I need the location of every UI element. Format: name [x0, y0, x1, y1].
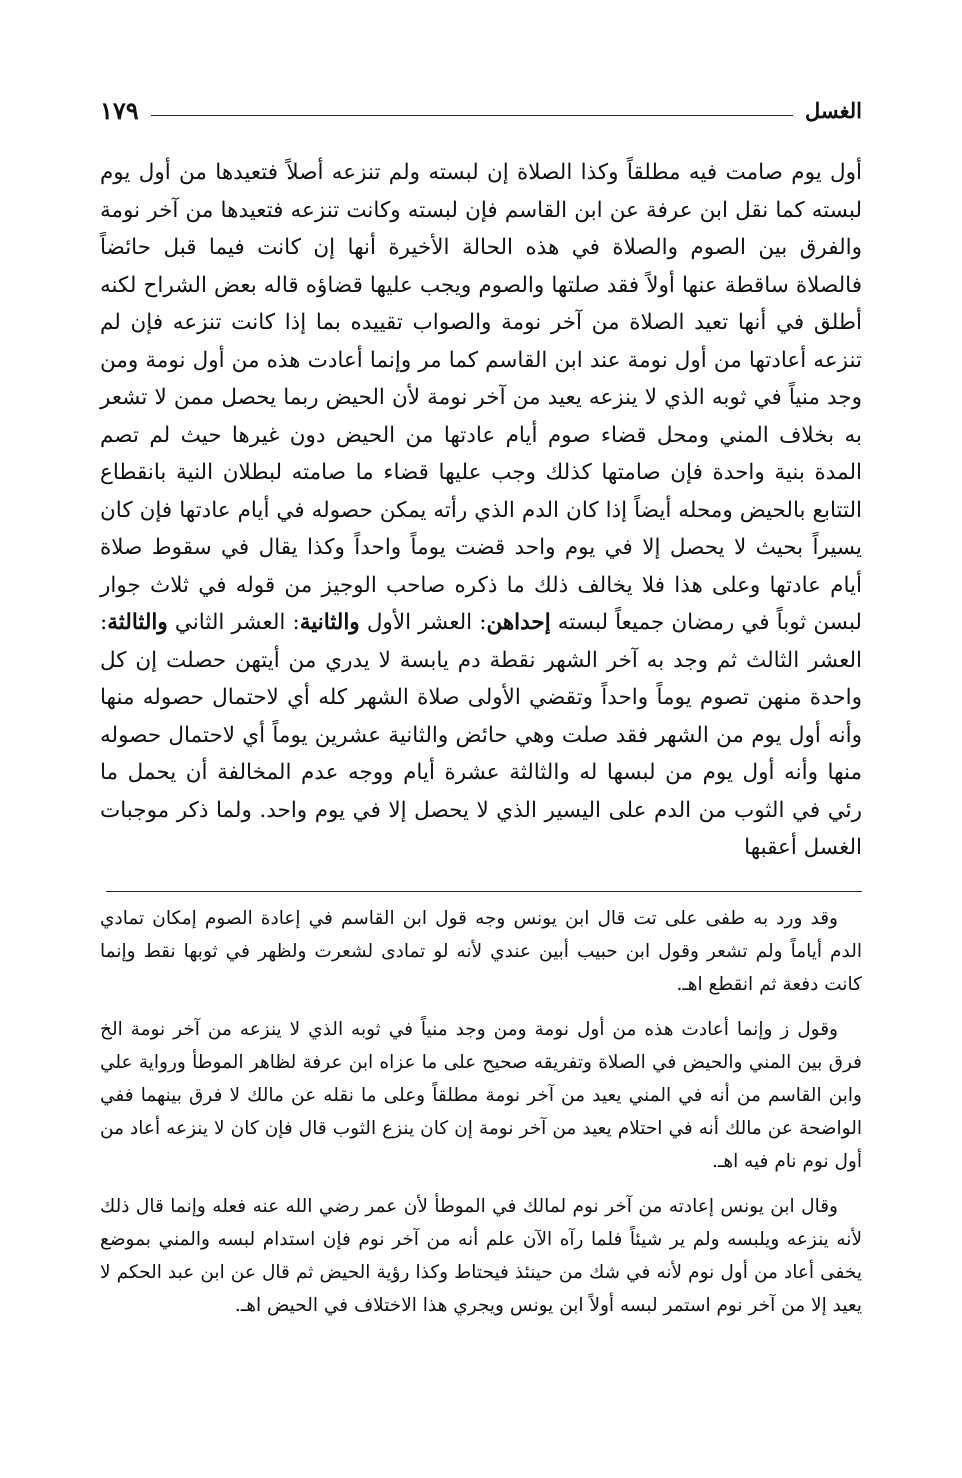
main-text-part-3: : العشر الثاني: [174, 610, 300, 635]
chapter-title: الغسل: [804, 98, 862, 123]
bold-term-second: والثانية: [299, 610, 360, 635]
book-page: [100, 86, 862, 1416]
main-text-part-1: أول يوم صامت فيه مطلقاً وكذا الصلاة إن لبسته ولم تنزعه أصلاً فتعيدها من أول يوم لبسته كما نقل ابن عرفة عن ابن القاسم فإن لبسته وكانت تنزعه فتعيدها من آخر نومة والفرق بين الصوم والصلاة في هذه الحالة الأخيرة أنها إن كانت فيما قبل حائضاً فالصلاة ساقطة عنها أولاً فقد صلتها والصوم ويجب عليها قضاؤه قاله بعض الشراح لكنه أطلق في أنها تعيد الصلاة من آخر نومة والصواب تقييده بما إذا كانت تنزعه فإن لم تنزعه أعادتها من أول نومة عند ابن القاسم كما مر وإنما أعادت هذه من أول نومة ومن وجد منياً في ثوبه الذي لا ينزعه يعيد من آخر نومة لأن الحيض ربما يحصل ممن لا تشعر به بخلاف المني ومحل قضاء صوم أيام عادتها من الحيض دون غيرها حيث لم تصم المدة بنية واحدة فإن صامتها كذلك وجب عليها قضاء ما صامته لبطلان النية بانقطاع التتابع بالحيض ومحله أيضاً إذا كان الدم الذي رأته يمكن حصوله في أيام عادتها فإن كان يسيراً بحيث لا يحصل إلا في يوم واحد قضت يوماً واحداً وكذا يقال في سقوط صلاة أيام عادتها وعلى هذا فلا يخالف ذلك ما ذكره صاحب الوجيز من قوله في ثلاث جوار لبسن ثوباً في رمضان جميعاً لبسته: [100, 160, 862, 635]
page-header: [100, 86, 862, 126]
main-text: [100, 154, 862, 867]
main-text-part-2: : العشر الأول: [366, 610, 487, 635]
footnote-paragraph-3: وقال ابن يونس إعادته من آخر نوم لمالك في الموطأ لأن عمر رضي الله عنه فعله وإنما قال ذلك لأنه ينزعه ويلبسه ولم ير شيئاً فلما رآه الآن علم أنه من آخر نوم فإن استدام لبسه والمني بموضع يخفى أعاد من أول نوم لأنه في شك من حينئذ فيحتاط وكذا رؤية الحيض ثم قال عن ابن عبد الحكم لا يعيد إلا من آخر نوم استمر لبسه أولاً ابن يونس ويجري هذا الاختلاف في الحيض اهـ.: [100, 1195, 862, 1316]
bold-term-third: والثالثة: [107, 610, 168, 635]
footnote-separator: [106, 891, 862, 892]
footnote-paragraph-2: وقول ز وإنما أعادت هذه من أول نومة ومن وجد منياً في ثوبه الذي لا ينزعه من آخر نومة الخ فرق بين المني والحيض في الصلاة وتفريقه صحيح على ما عزاه ابن عرفة لظاهر الموطأ ورواية علي وابن القاسم من أنه في المني يعيد من آخر نومة مطلقاً وعلى ما نقله عن مالك لا فرق بينهما ففي الواضحة عن مالك أنه في احتلام يعيد من آخر نومة إن كان ينزع الثوب قال فإن كان لا ينزعه أعاد من أول نوم نام فيه اهـ.: [100, 1018, 862, 1172]
page-number: ١٧٩: [100, 96, 139, 125]
footnote-paragraph-1: وقد ورد به طفى على تت قال ابن يونس وجه قول ابن القاسم في إعادة الصوم إمكان تمادي الدم أياماً ولم تشعر وقول ابن حبيب أبين عندي لأنه لو تمادى لشعرت ولظهر في ثوبها نقط وإنما كانت دفعة ثم انقطع اهـ.: [100, 907, 862, 995]
main-text-part-4: : العشر الثالث ثم وجد به آخر الشهر نقطة دم يابسة لا يدري من أيتهن حصلت إن كل واحدة منهن تصوم يوماً واحداً وتقضي الأولى صلاة الشهر كله أي لاحتمال حصوله منها وأنه أول يوم من الشهر فقد صلت وهي حائض والثانية عشرين يوماً أي لاحتمال حصوله منها وأنه أول يوم من لبسها له والثالثة عشرة أيام ووجه عدم المخالفة أن يحمل ما رئي في الثوب من الدم على اليسير الذي لا يحصل إلا في يوم واحد. ولما ذكر موجبات الغسل أعقبها: [100, 610, 862, 860]
header-rule: [151, 115, 793, 116]
footnotes: [100, 902, 862, 1322]
main-paragraph: [100, 154, 862, 867]
bold-term-first: إحداهن: [486, 610, 551, 635]
